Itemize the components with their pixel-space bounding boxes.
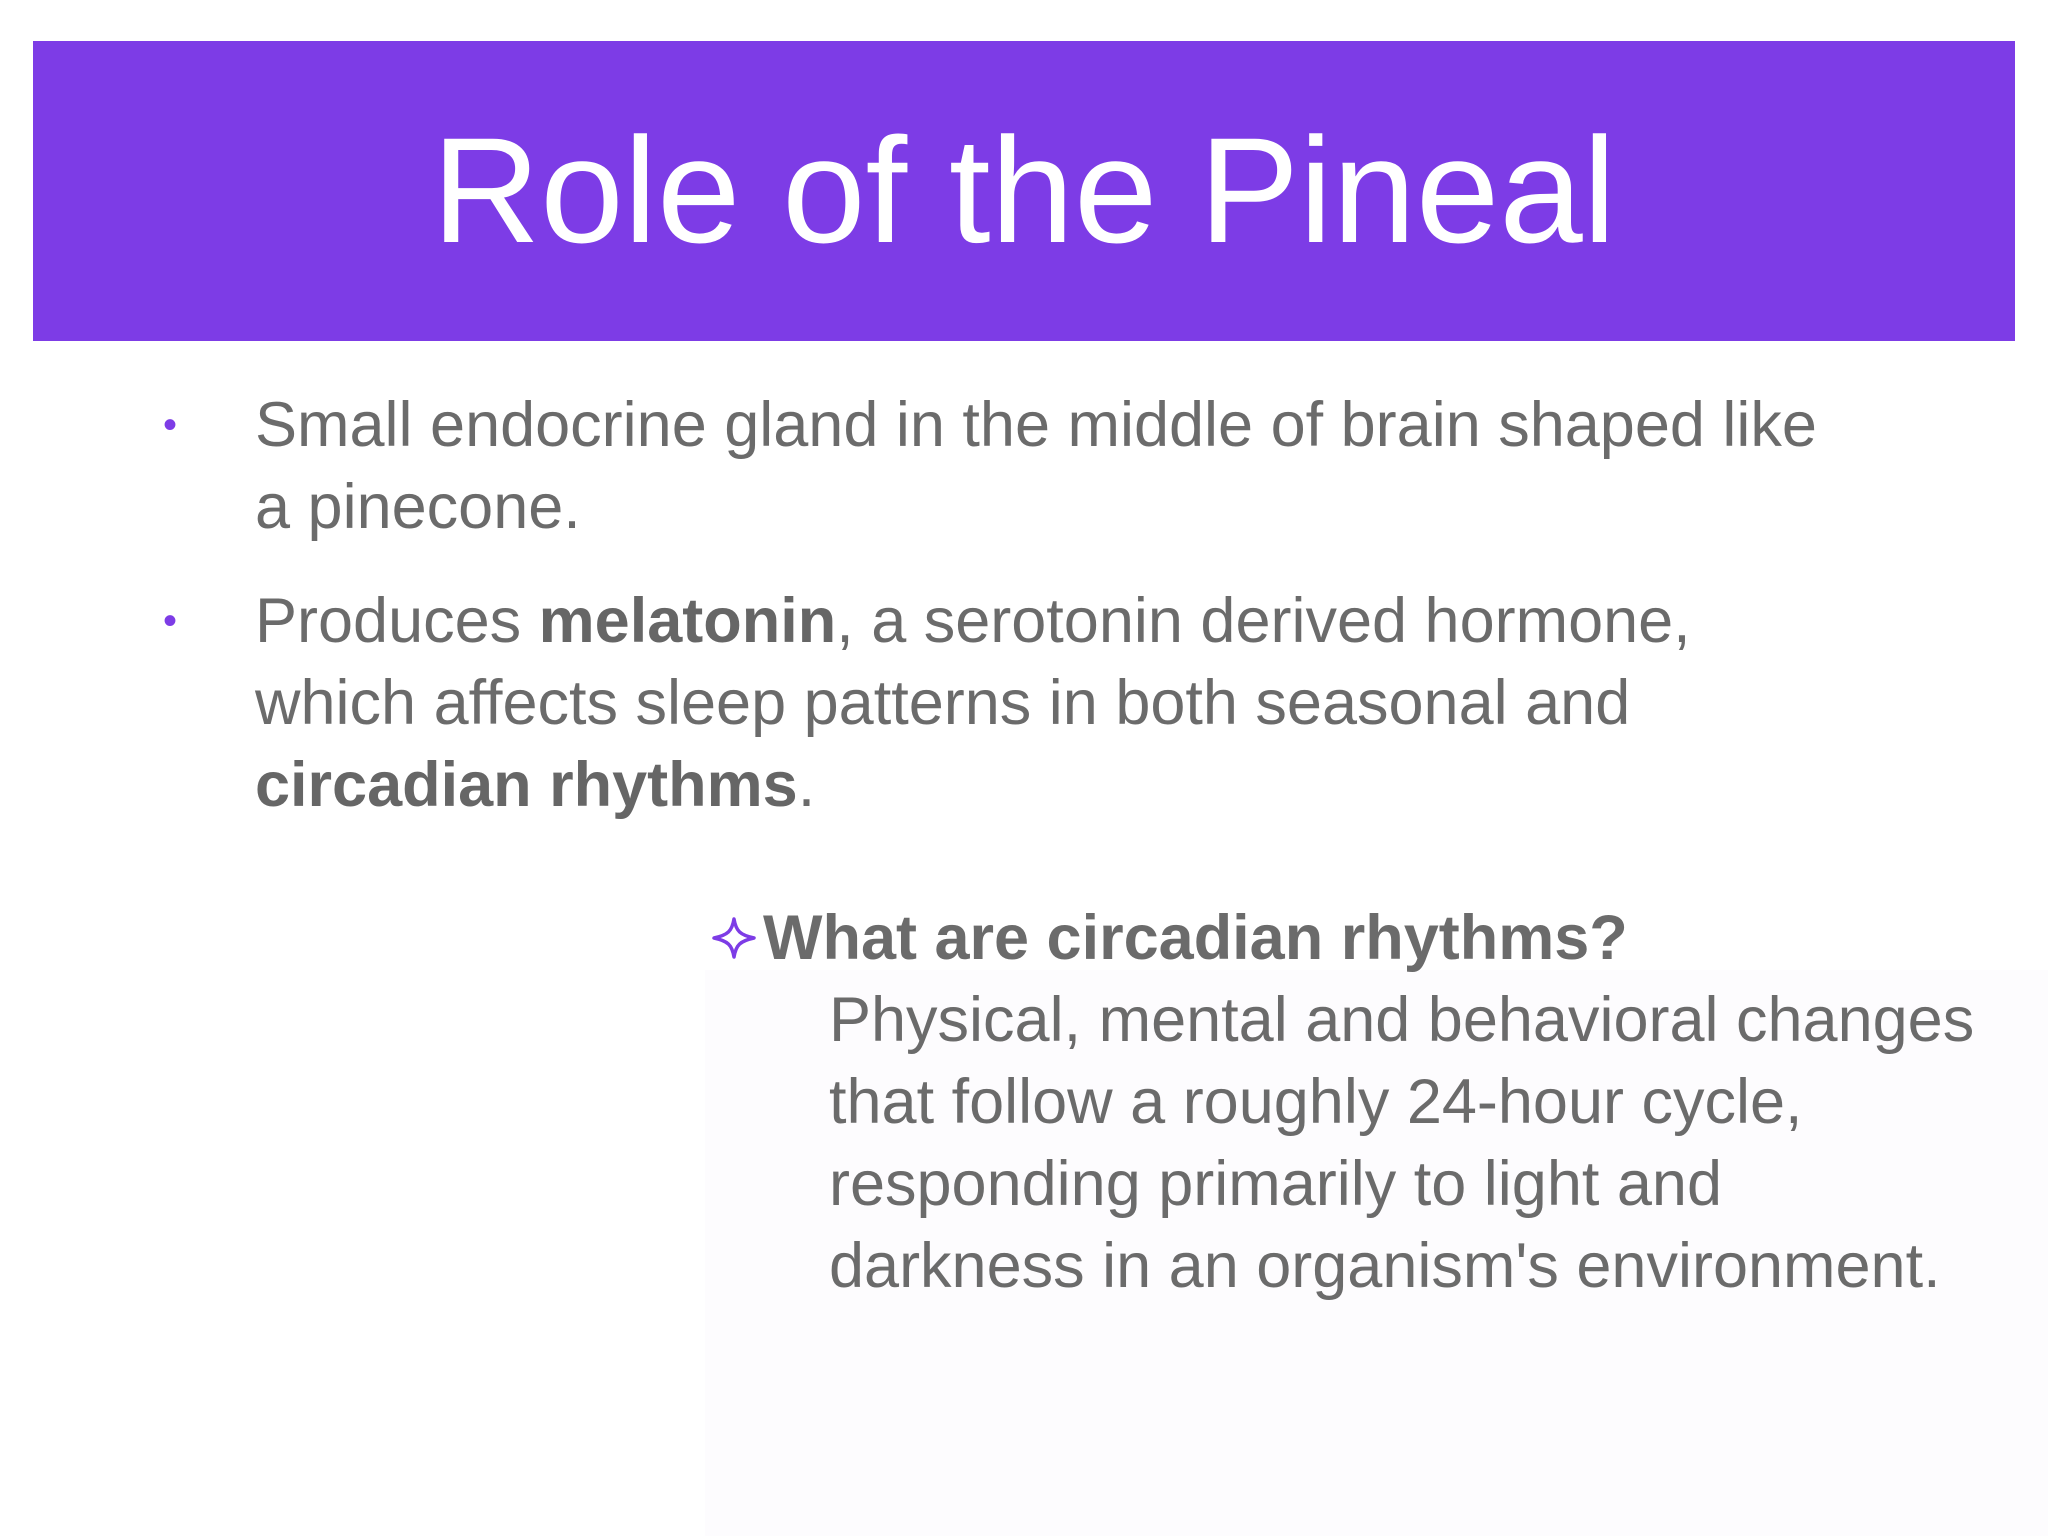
answer-text: Physical, mental and behavioral changes that follow a roughly 24-hour cycle, responding primarily to light and darkness in an organism's environment. — [829, 985, 1975, 1301]
bullet-text — [255, 580, 1863, 826]
bullet-dot-icon: • — [163, 403, 178, 447]
bold-term-melatonin: melatonin — [538, 586, 837, 656]
bold-term-circadian: circadian rhythms — [255, 750, 798, 820]
slide-title: Role of the Pineal — [431, 106, 1617, 274]
bullet-dot-icon: • — [163, 599, 178, 643]
bullet-item — [163, 384, 1863, 548]
bullet-list — [163, 384, 1863, 858]
bullet-item — [163, 580, 1863, 826]
bullet-text: Small endocrine gland in the middle of brain shaped like a pinecone. — [255, 390, 1817, 542]
sub-item-question — [705, 897, 1628, 979]
text-segment: . — [797, 750, 816, 820]
text-segment: Produces — [255, 586, 539, 656]
sparkle-icon — [705, 897, 763, 979]
text-segment: , a serotonin derived hormone, which affects sleep patterns in both seasonal and — [255, 586, 1691, 738]
title-bar — [33, 41, 2015, 341]
question-text: What are circadian rhythms? — [763, 903, 1628, 973]
